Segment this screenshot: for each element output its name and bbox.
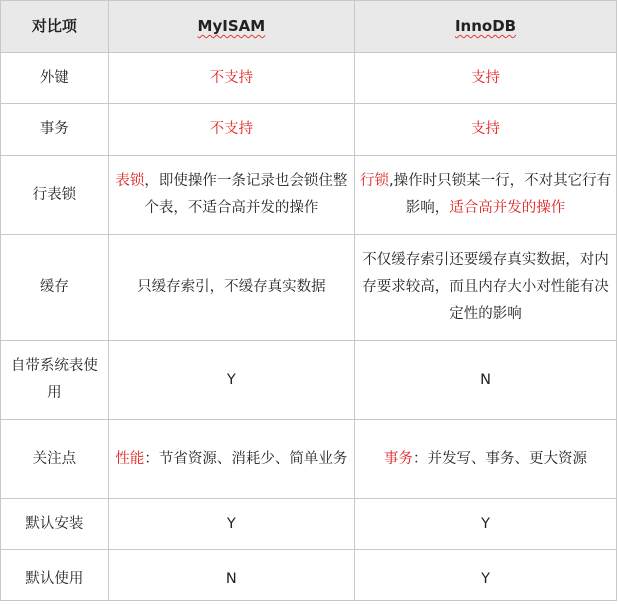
- myisam-emphasis: 表锁: [115, 173, 145, 189]
- header-innodb: [355, 1, 617, 53]
- myisam-emphasis: 性能: [115, 450, 145, 467]
- innodb-cell: Y: [355, 550, 617, 601]
- table-row: [1, 499, 617, 550]
- table-row: [1, 420, 617, 499]
- table-row: [1, 235, 617, 341]
- row-label: 行表锁: [1, 156, 109, 235]
- myisam-cell: [108, 420, 354, 499]
- header-compare-item: 对比项: [1, 1, 109, 53]
- row-label: 关注点: [1, 420, 109, 499]
- row-label: 缓存: [1, 235, 109, 341]
- innodb-cell: 支持: [355, 53, 617, 104]
- innodb-text: ：并发写、事务、更大资源: [413, 450, 588, 467]
- innodb-emphasis: 行锁: [359, 173, 389, 189]
- table-row: [1, 104, 617, 156]
- row-label: 自带系统表使用: [1, 341, 109, 420]
- table-row: [1, 156, 617, 235]
- myisam-cell: 只缓存索引，不缓存真实数据: [108, 235, 354, 341]
- header-row: [1, 1, 617, 53]
- myisam-cell: [108, 156, 354, 235]
- myisam-cell: Y: [108, 499, 354, 550]
- innodb-cell: Y: [355, 499, 617, 550]
- myisam-text: ，即使操作一条记录也会锁住整个表，不适合高并发的操作: [144, 173, 348, 216]
- innodb-emphasis: 事务: [384, 450, 414, 467]
- innodb-cell: 支持: [355, 104, 617, 156]
- myisam-cell: 不支持: [108, 104, 354, 156]
- innodb-cell: 不仅缓存索引还要缓存真实数据，对内存要求较高，而且内存大小对性能有决定性的影响: [355, 235, 617, 341]
- innodb-cell: N: [355, 341, 617, 420]
- row-label: 外键: [1, 53, 109, 104]
- row-label: 默认安装: [1, 499, 109, 550]
- innodb-text: ,操作时只锁某一行，不对其它行有影响，: [388, 173, 612, 216]
- innodb-cell: [355, 420, 617, 499]
- row-label: 事务: [1, 104, 109, 156]
- myisam-cell: Y: [108, 341, 354, 420]
- header-innodb-label: InnoDB: [454, 17, 517, 35]
- innodb-cell: [355, 156, 617, 235]
- table-row: [1, 550, 617, 601]
- header-myisam-label: MyISAM: [197, 17, 266, 35]
- innodb-emphasis-2: 适合高并发的操作: [449, 200, 566, 216]
- myisam-text: ：节省资源、消耗少、简单业务: [144, 450, 348, 467]
- header-myisam: [108, 1, 354, 53]
- table-row: [1, 53, 617, 104]
- row-label: 默认使用: [1, 550, 109, 601]
- myisam-cell: 不支持: [108, 53, 354, 104]
- myisam-cell: N: [108, 550, 354, 601]
- table-row: [1, 341, 617, 420]
